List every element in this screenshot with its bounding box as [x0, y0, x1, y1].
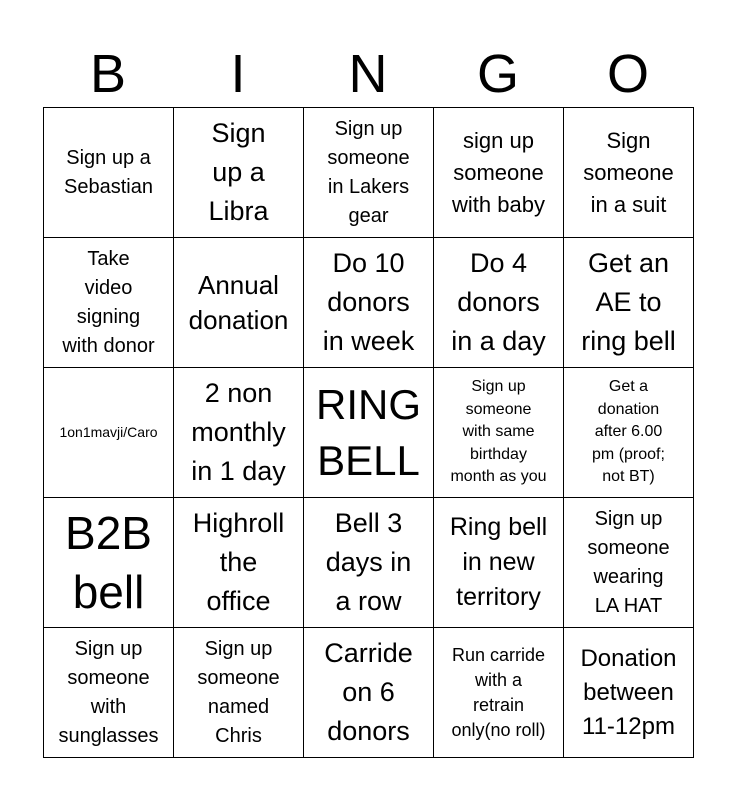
bingo-cell[interactable]: Do 10 donors in week: [304, 238, 434, 368]
bingo-cell[interactable]: sign up someone with baby: [434, 108, 564, 238]
header-letter-g: G: [476, 44, 519, 104]
bingo-cell[interactable]: Sign up a Libra: [174, 108, 304, 238]
bingo-cell[interactable]: Sign up a Sebastian: [44, 108, 174, 238]
bingo-cell[interactable]: Annual donation: [174, 238, 304, 368]
header-letter-i: I: [230, 44, 246, 104]
bingo-cell[interactable]: Get an AE to ring bell: [564, 238, 694, 368]
bingo-cell[interactable]: Ring bell in new territory: [434, 498, 564, 628]
header-letter-n: N: [348, 44, 388, 104]
bingo-cell[interactable]: 2 non monthly in 1 day: [174, 368, 304, 498]
header-letter-o: O: [606, 44, 649, 104]
bingo-cell[interactable]: Carride on 6 donors: [304, 628, 434, 758]
bingo-cell[interactable]: Highroll the office: [174, 498, 304, 628]
bingo-cell[interactable]: Bell 3 days in a row: [304, 498, 434, 628]
bingo-cell[interactable]: Sign up someone with same birthday month as you: [434, 368, 564, 498]
bingo-cell[interactable]: Get a donation after 6.00 pm (proof; not BT): [564, 368, 694, 498]
bingo-cell-free-space[interactable]: RING BELL: [304, 368, 434, 498]
bingo-cell[interactable]: Donation between 11-12pm: [564, 628, 694, 758]
bingo-cell[interactable]: Sign someone in a suit: [564, 108, 694, 238]
bingo-cell[interactable]: Sign up someone with sunglasses: [44, 628, 174, 758]
bingo-cell[interactable]: Take video signing with donor: [44, 238, 174, 368]
bingo-cell[interactable]: Sign up someone named Chris: [174, 628, 304, 758]
bingo-header: [43, 40, 693, 108]
bingo-cell[interactable]: Sign up someone in Lakers gear: [304, 108, 434, 238]
bingo-cell[interactable]: Sign up someone wearing LA HAT: [564, 498, 694, 628]
bingo-cell[interactable]: 1on1mavji/Caro: [44, 368, 174, 498]
bingo-cell[interactable]: B2B bell: [44, 498, 174, 628]
bingo-cell[interactable]: Run carride with a retrain only(no roll): [434, 628, 564, 758]
bingo-card-grid: [43, 107, 694, 758]
header-letter-b: B: [89, 44, 127, 104]
bingo-cell[interactable]: Do 4 donors in a day: [434, 238, 564, 368]
